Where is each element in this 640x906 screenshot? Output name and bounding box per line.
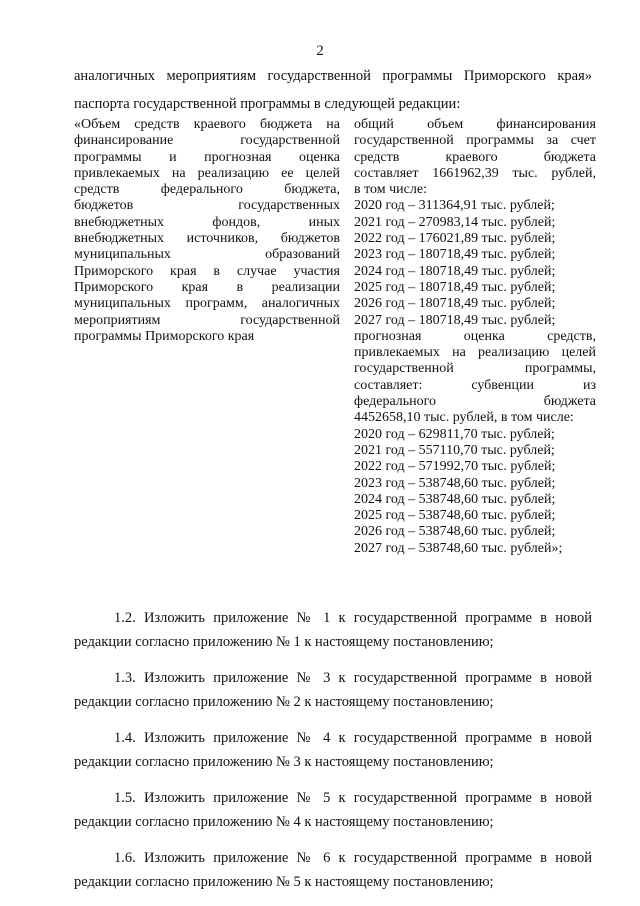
table-line: федерального бюджета [354,394,596,410]
amendment-item-line-2: редакции согласно приложению № 3 к настоящему постановлению; [74,754,494,770]
amendment-item-line-1: 1.4. Изложить приложение № 4 к государственной программе в новой [114,730,592,746]
amendment-item-line-2: редакции согласно приложению № 1 к настоящему постановлению; [74,634,494,650]
amendment-item [74,726,592,774]
table-line: 2023 год – 180718,49 тыс. рублей; [354,247,556,263]
table-line: программы Приморского края [74,328,255,344]
table-line: 2026 год – 538748,60 тыс. рублей; [354,524,556,540]
amendment-item-line-2: редакции согласно приложению № 5 к настоящему постановлению; [74,874,494,890]
table-line: 2025 год – 538748,60 тыс. рублей; [354,508,556,524]
amendment-item-line-2: редакции согласно приложению № 4 к настоящему постановлению; [74,814,494,830]
table-left-column [74,117,340,345]
table-line: 2021 год – 557110,70 тыс. рублей; [354,442,555,458]
amendment-item [74,606,592,654]
table-line: привлекаемых на реализацию целей [354,345,596,361]
table-line: «Объем средств краевого бюджета на [74,117,340,132]
table-line: 4452658,10 тыс. рублей, в том числе: [354,410,574,426]
table-line: мероприятиям государственной [74,312,340,328]
table-line: 2022 год – 571992,70 тыс. рублей; [354,459,556,475]
table-right-column [354,117,596,557]
table-line: внебюджетных источников, бюджетов [74,231,340,247]
table-line: 2023 год – 538748,60 тыс. рублей; [354,475,556,491]
intro-paragraph [74,62,592,118]
amendment-item-line-1: 1.5. Изложить приложение № 5 к государственной программе в новой [114,790,592,806]
table-line: 2021 год – 270983,14 тыс. рублей; [354,214,556,230]
table-line: 2022 год – 176021,89 тыс. рублей; [354,231,556,247]
table-line: муниципальных образований [74,247,340,263]
amendment-item [74,666,592,714]
amendment-item-line-2: редакции согласно приложению № 2 к настоящему постановлению; [74,694,494,710]
table-line: Приморского края в случае участия [74,263,340,279]
table-line: бюджетов государственных [74,198,340,214]
table-line: государственной программы, [354,361,596,377]
table-line: государственной программы за счет [354,133,596,149]
table-line: 2020 год – 629811,70 тыс. рублей; [354,426,555,442]
amendment-item-line-1: 1.3. Изложить приложение № 3 к государственной программе в новой [114,670,592,686]
amendment-items [74,606,592,906]
amendment-item-line-1: 1.2. Изложить приложение № 1 к государственной программе в новой [114,610,592,626]
amendment-item-line-1: 1.6. Изложить приложение № 6 к государственной программе в новой [114,850,592,866]
amendment-item [74,786,592,834]
table-line: 2027 год – 180718,49 тыс. рублей; [354,312,556,328]
table-line: составляет: субвенции из [354,377,596,393]
table-line: общий объем финансирования [354,117,596,132]
table-line: привлекаемых на реализацию ее целей [74,165,340,181]
table-line: в том числе: [354,182,427,198]
table-line: муниципальных программ, аналогичных [74,296,340,312]
table-line: 2024 год – 538748,60 тыс. рублей; [354,491,556,507]
table-line: Приморского края в реализации [74,279,340,295]
intro-line-2: паспорта государственной программы в следующей редакции: [74,96,461,112]
table-line: финансирование государственной [74,133,340,149]
table-line: 2020 год – 311364,91 тыс. рублей; [354,198,555,214]
table-line: средств краевого бюджета [354,149,596,165]
intro-line-1: аналогичных мероприятиям государственной программы Приморского края» [74,68,592,84]
table-line: прогнозная оценка средств, [354,328,596,344]
page-number: 2 [316,43,324,59]
table-line: программы и прогнозная оценка [74,149,340,165]
table-line: 2027 год – 538748,60 тыс. рублей»; [354,540,563,556]
table-line: 2026 год – 180718,49 тыс. рублей; [354,296,556,312]
table-line: внебюджетных фондов, иных [74,214,340,230]
table-line: 2024 год – 180718,49 тыс. рублей; [354,263,556,279]
table-line: средств федерального бюджета, [74,182,340,198]
table-line: составляет 1661962,39 тыс. рублей, [354,165,596,181]
table-line: 2025 год – 180718,49 тыс. рублей; [354,279,556,295]
amendment-item [74,846,592,894]
